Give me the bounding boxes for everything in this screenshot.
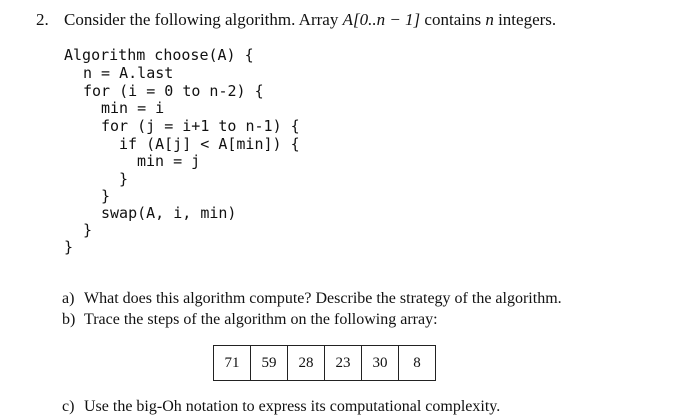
code-line-10: swap(A, i, min) [101,204,237,222]
subquestion-c [62,398,500,416]
subquestion-a-text: What does this algorithm compute? Describe the strategy of the algorithm. [84,290,562,307]
subquestion-c-label: c) [62,398,75,415]
code-line-1: Algorithm choose(A) { [64,46,254,64]
code-line-12: } [64,238,74,256]
array-row [214,346,436,381]
question-middle: contains [420,10,486,29]
array-cell-3: 23 [325,346,362,381]
code-line-4: min = i [101,99,165,117]
question-text [64,10,556,30]
code-line-9: } [101,187,111,205]
array-table [213,345,436,381]
subquestion-a [62,290,562,308]
subquestion-b-text: Trace the steps of the algorithm on the following array: [84,311,438,328]
array-cell-1: 59 [251,346,288,381]
code-line-7: min = j [137,152,201,170]
question-number: 2. [36,10,49,29]
array-expression: A[0..n − 1] [342,10,421,29]
code-line-11: } [83,221,93,239]
code-line-5: for (j = i+1 to n-1) { [101,117,300,135]
code-line-8: } [119,170,129,188]
subquestion-a-label: a) [62,290,75,307]
array-cell-5: 8 [399,346,436,381]
subquestion-b [62,311,438,329]
array-cell-0: 71 [214,346,251,381]
code-line-2: n = A.last [83,64,174,82]
array-cell-4: 30 [362,346,399,381]
code-line-3: for (i = 0 to n-2) { [83,82,264,100]
array-cell-2: 28 [288,346,325,381]
subquestion-c-text: Use the big-Oh notation to express its computational complexity. [84,398,501,415]
subquestion-b-label: b) [62,311,76,328]
question-prefix: Consider the following algorithm. Array [64,10,343,29]
variable-n: n [485,10,494,29]
question-suffix: integers. [493,10,557,29]
code-line-6: if (A[j] < A[min]) { [119,135,300,153]
